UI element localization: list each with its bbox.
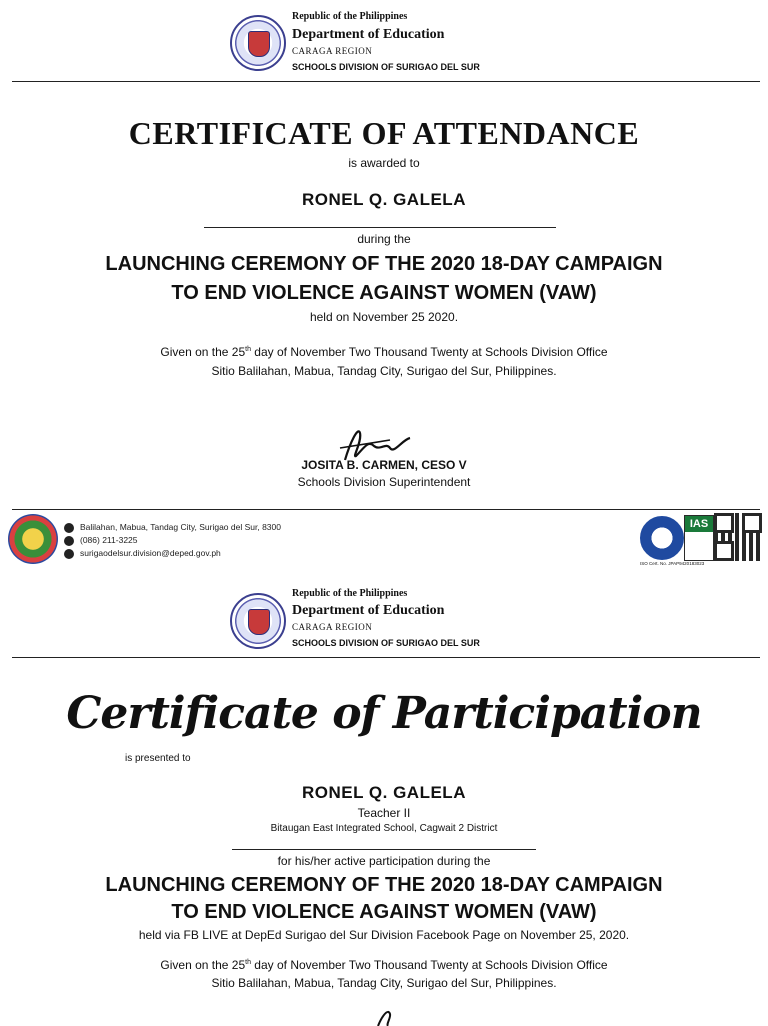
participation-given-pre: Given on the 25 (160, 958, 246, 972)
header-republic-2: Republic of the Philippines (292, 588, 408, 599)
deped-seal-icon (230, 593, 286, 649)
header-region-2: CARAGA REGION (292, 622, 373, 632)
header-department: Department of Education (292, 27, 445, 42)
participation-title: Certificate of Participation (66, 688, 702, 739)
participation-name-underline (232, 849, 536, 850)
attendance-held: held on November 25 2020. (309, 310, 459, 324)
header-department-2: Department of Education (292, 603, 445, 618)
participation-address: Sitio Balilahan, Mabua, Tandag City, Surigao del Sur, Philippines. (211, 976, 557, 990)
attendance-name-underline (204, 227, 556, 228)
w3-cert-badge-icon (640, 516, 684, 560)
ias-badge (684, 515, 714, 561)
participation-for: for his/her active participation during the (277, 854, 491, 868)
footer-divider (12, 509, 760, 510)
attendance-recipient-name: RONEL Q. GALELA (302, 190, 466, 209)
attendance-given (0, 345, 768, 359)
header-republic: Republic of the Philippines (292, 11, 408, 22)
email-icon (64, 549, 74, 559)
footer-address: Balilahan, Mabua, Tandag City, Surigao del Sur, 8300 (80, 522, 281, 532)
attendance-during: during the (357, 232, 411, 246)
attendance-signatory: JOSITA B. CARMEN, CESO V (301, 458, 467, 472)
participation-recipient-name: RONEL Q. GALELA (302, 783, 466, 802)
footer-email: surigaodelsur.division@deped.gov.ph (80, 548, 221, 558)
division-seal-icon (8, 514, 58, 564)
phone-icon (64, 536, 74, 546)
header-divider (12, 81, 760, 82)
header-division-2: SCHOOLS DIVISION OF SURIGAO DEL SUR (292, 638, 480, 648)
signature-mark-icon-2 (370, 1006, 400, 1026)
deped-seal-icon (230, 15, 286, 71)
attendance-given-pre: Given on the 25 (160, 345, 246, 359)
attendance-address: Sitio Balilahan, Mabua, Tandag City, Surigao del Sur, Philippines. (211, 364, 557, 378)
header-divider-2 (12, 657, 760, 658)
attendance-given-sup: th (245, 346, 251, 353)
location-icon (64, 523, 74, 533)
attendance-title: CERTIFICATE OF ATTENDANCE (128, 115, 640, 151)
participation-school: Bitaugan East Integrated School, Cagwait 2 District (270, 823, 498, 834)
attendance-event-line1: LAUNCHING CEREMONY OF THE 2020 18-DAY CAMPAIGN (105, 253, 663, 275)
participation-presented-to: is presented to (125, 753, 191, 764)
attendance-event-line2: TO END VIOLENCE AGAINST WOMEN (VAW) (171, 282, 597, 304)
attendance-signatory-title: Schools Division Superintendent (297, 475, 471, 489)
participation-position: Teacher II (357, 806, 411, 820)
ias-label: IAS (685, 516, 713, 532)
participation-given-sup: th (245, 959, 251, 966)
iso-cert-number: ISO Cert. No. JPAP9420183023 (640, 561, 705, 566)
participation-event-line2: TO END VIOLENCE AGAINST WOMEN (VAW) (171, 901, 597, 923)
attendance-awarded-to: is awarded to (348, 156, 420, 170)
footer-phone: (086) 211-3225 (80, 535, 138, 545)
participation-given-post: day of November Two Thousand Twenty at Schools Division Office (250, 958, 608, 972)
header-region: CARAGA REGION (292, 46, 373, 56)
participation-given (0, 958, 768, 972)
qr-code-icon (714, 513, 762, 561)
attendance-given-post: day of November Two Thousand Twenty at Schools Division Office (250, 345, 608, 359)
participation-event-line1: LAUNCHING CEREMONY OF THE 2020 18-DAY CAMPAIGN (105, 874, 663, 896)
participation-held: held via FB LIVE at DepEd Surigao del Sur Division Facebook Page on November 25, 2020. (138, 928, 630, 942)
header-division: SCHOOLS DIVISION OF SURIGAO DEL SUR (292, 62, 480, 72)
